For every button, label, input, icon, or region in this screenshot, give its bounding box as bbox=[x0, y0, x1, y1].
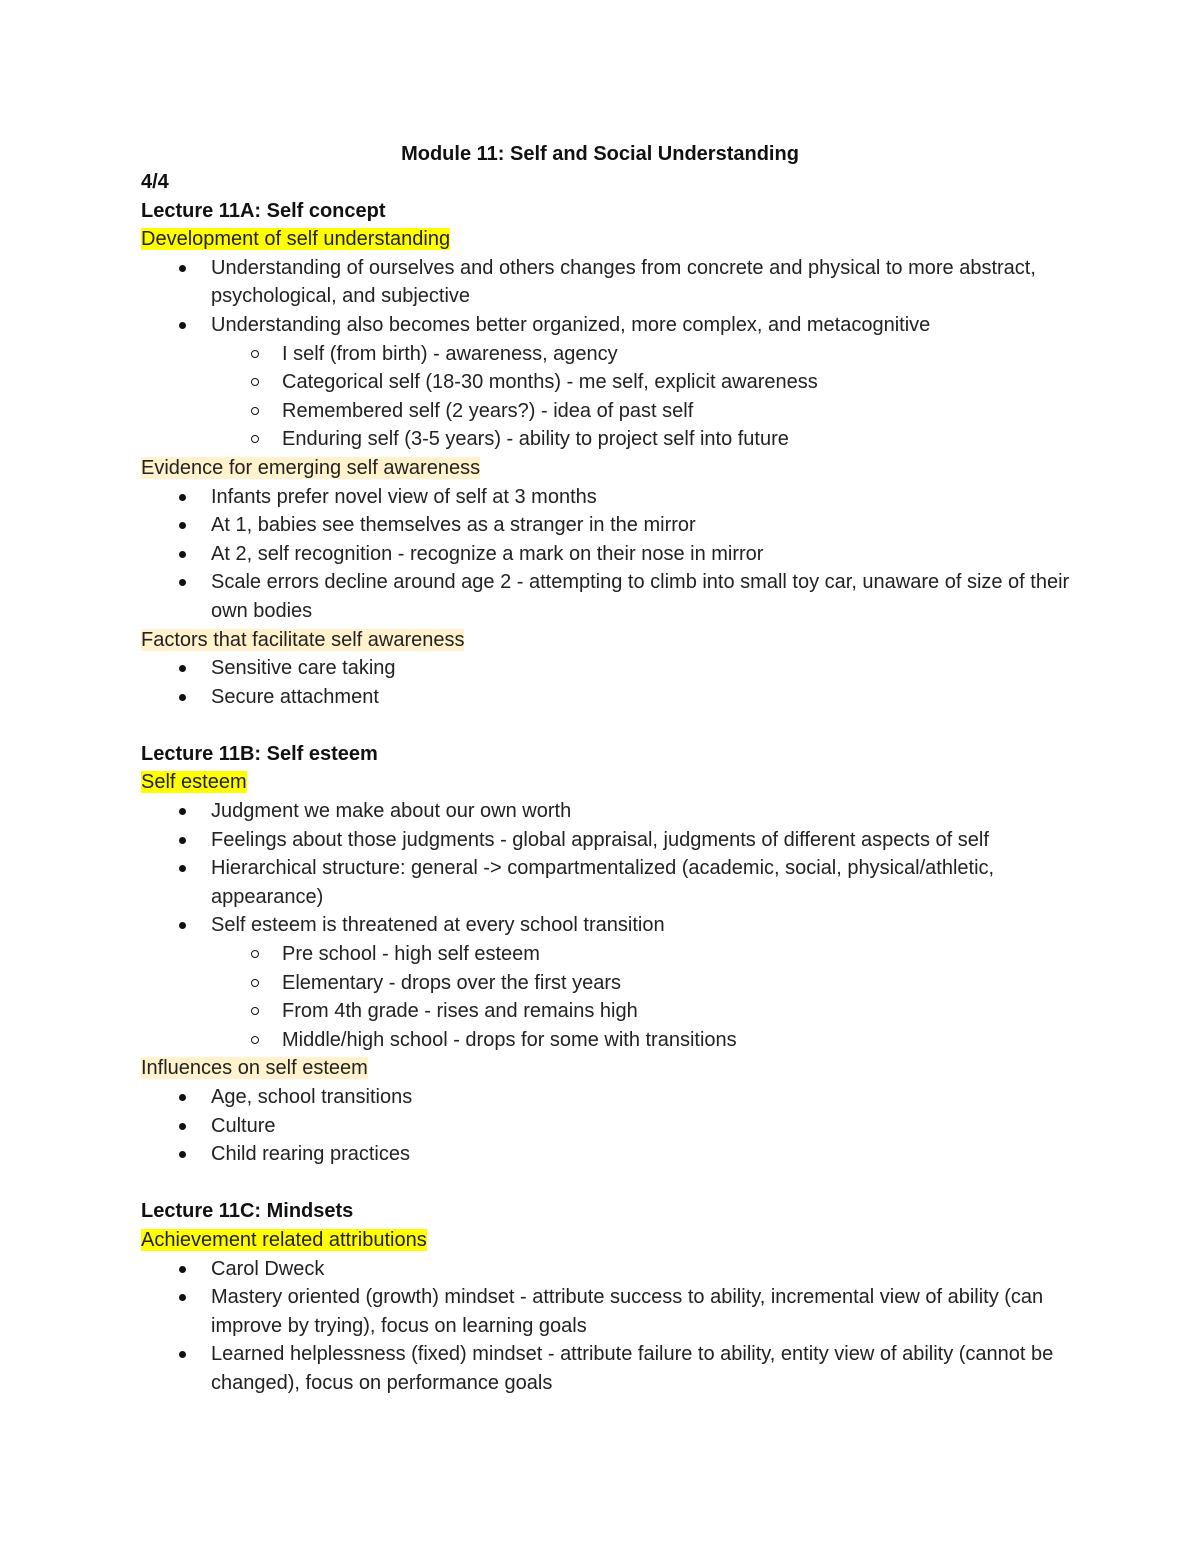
list-item bbox=[141, 1083, 1071, 1112]
bullet-list bbox=[141, 483, 1071, 626]
list-item-text: Understanding also becomes better organized, more complex, and metacognitive bbox=[211, 313, 931, 336]
lecture-heading: Lecture 11C: Mindsets bbox=[141, 1200, 354, 1223]
highlighted-heading-text: Factors that facilitate self awareness bbox=[141, 628, 465, 651]
section-spacer bbox=[141, 1169, 1071, 1198]
bullet-list bbox=[141, 1255, 1071, 1398]
highlighted-heading-text: Self esteem bbox=[141, 771, 247, 794]
filled-bullet-icon bbox=[179, 1266, 186, 1273]
list-item bbox=[141, 654, 1071, 683]
list-item bbox=[141, 568, 1071, 625]
list-item bbox=[141, 854, 1071, 911]
filled-bullet-icon bbox=[179, 1294, 186, 1301]
list-item-text: Self esteem is threatened at every school transition bbox=[211, 914, 665, 937]
sub-list-item bbox=[141, 368, 1071, 397]
list-item bbox=[141, 540, 1071, 569]
list-item bbox=[141, 483, 1071, 512]
hollow-bullet-icon bbox=[251, 950, 259, 958]
filled-bullet-icon bbox=[179, 1094, 186, 1101]
list-item-text: Child rearing practices bbox=[211, 1143, 410, 1166]
filled-bullet-icon bbox=[179, 665, 186, 672]
hollow-bullet-icon bbox=[251, 350, 259, 358]
filled-bullet-icon bbox=[179, 1151, 186, 1158]
sub-list-item-text: I self (from birth) - awareness, agency bbox=[282, 342, 618, 365]
filled-bullet-icon bbox=[179, 865, 186, 872]
filled-bullet-icon bbox=[179, 522, 186, 529]
hollow-bullet-icon bbox=[251, 979, 259, 987]
filled-bullet-icon bbox=[179, 265, 186, 272]
filled-bullet-icon bbox=[179, 551, 186, 558]
sub-list-item bbox=[141, 425, 1071, 454]
topic-heading bbox=[141, 454, 1071, 483]
filled-bullet-icon bbox=[179, 579, 186, 586]
filled-bullet-icon bbox=[179, 694, 186, 701]
topic-heading bbox=[141, 768, 1071, 797]
filled-bullet-icon bbox=[179, 837, 186, 844]
lecture-date: 4/4 bbox=[141, 171, 169, 193]
highlighted-heading-text: Development of self understanding bbox=[141, 228, 451, 251]
list-item bbox=[141, 1112, 1071, 1141]
list-item-text: Mastery oriented (growth) mindset - attribute success to ability, incremental view of ability (can improve by trying), focus on learning goals bbox=[211, 1286, 1044, 1337]
hollow-bullet-icon bbox=[251, 1036, 259, 1044]
sub-list-item-text: Pre school - high self esteem bbox=[282, 943, 540, 966]
topic-heading bbox=[141, 1054, 1071, 1083]
list-item-text: Secure attachment bbox=[211, 685, 379, 708]
list-item bbox=[141, 683, 1071, 712]
page-title: Module 11: Self and Social Understanding bbox=[401, 143, 799, 165]
sub-list-item bbox=[141, 340, 1071, 369]
bullet-list bbox=[141, 654, 1071, 711]
list-item bbox=[141, 511, 1071, 540]
list-item-text: Judgment we make about our own worth bbox=[211, 800, 572, 823]
list-item-text: Culture bbox=[211, 1114, 276, 1137]
notes-content bbox=[141, 168, 1071, 1398]
sub-list-item bbox=[141, 940, 1071, 969]
bullet-list bbox=[141, 1083, 1071, 1169]
list-item bbox=[141, 1340, 1071, 1397]
filled-bullet-icon bbox=[179, 1123, 186, 1130]
list-item-text: Hierarchical structure: general -> compartmentalized (academic, social, physical/athletic, appearance) bbox=[211, 857, 995, 908]
filled-bullet-icon bbox=[179, 808, 186, 815]
sub-list-item-text: Elementary - drops over the first years bbox=[282, 971, 622, 994]
list-item bbox=[141, 1255, 1071, 1284]
list-item-text: Learned helplessness (fixed) mindset - attribute failure to ability, entity view of ability (cannot be changed), focus on performance goals bbox=[211, 1343, 1054, 1394]
sub-list-item bbox=[141, 1026, 1071, 1055]
list-item bbox=[141, 826, 1071, 855]
hollow-bullet-icon bbox=[251, 435, 259, 443]
filled-bullet-icon bbox=[179, 1351, 186, 1358]
lecture-heading: Lecture 11B: Self esteem bbox=[141, 742, 378, 765]
hollow-bullet-icon bbox=[251, 407, 259, 415]
topic-heading bbox=[141, 1226, 1071, 1255]
hollow-bullet-icon bbox=[251, 1007, 259, 1015]
highlighted-heading-text: Achievement related attributions bbox=[141, 1228, 427, 1251]
sub-list-item-text: From 4th grade - rises and remains high bbox=[282, 1000, 638, 1023]
highlighted-heading-text: Influences on self esteem bbox=[141, 1057, 368, 1080]
list-item bbox=[141, 311, 1071, 340]
list-item-text: At 2, self recognition - recognize a mark on their nose in mirror bbox=[211, 542, 764, 565]
sub-list-item bbox=[141, 969, 1071, 998]
list-item-text: Feelings about those judgments - global appraisal, judgments of different aspects of self bbox=[211, 828, 989, 851]
section-spacer bbox=[141, 711, 1071, 740]
list-item bbox=[141, 1283, 1071, 1340]
list-item-text: At 1, babies see themselves as a stranger in the mirror bbox=[211, 514, 696, 537]
bullet-list bbox=[141, 797, 1071, 1054]
sub-list-item-text: Categorical self (18-30 months) - me self, explicit awareness bbox=[282, 371, 818, 394]
filled-bullet-icon bbox=[179, 922, 186, 929]
sub-list-item-text: Enduring self (3-5 years) - ability to project self into future bbox=[282, 428, 789, 451]
sub-list-item-text: Remembered self (2 years?) - idea of past self bbox=[282, 399, 694, 422]
list-item bbox=[141, 254, 1071, 311]
filled-bullet-icon bbox=[179, 494, 186, 501]
list-item-text: Infants prefer novel view of self at 3 months bbox=[211, 485, 597, 508]
sub-list-item bbox=[141, 397, 1071, 426]
filled-bullet-icon bbox=[179, 322, 186, 329]
hollow-bullet-icon bbox=[251, 378, 259, 386]
list-item-text: Age, school transitions bbox=[211, 1086, 413, 1108]
list-item-text: Understanding of ourselves and others changes from concrete and physical to more abstract, psychological, and subjective bbox=[211, 256, 1036, 308]
sub-bullet-list bbox=[141, 340, 1071, 454]
list-item-text: Carol Dweck bbox=[211, 1257, 325, 1280]
bullet-list bbox=[141, 254, 1071, 454]
list-item bbox=[141, 797, 1071, 826]
list-item-text: Sensitive care taking bbox=[211, 657, 396, 680]
list-item bbox=[141, 1140, 1071, 1169]
sub-bullet-list bbox=[141, 940, 1071, 1054]
sub-list-item-text: Middle/high school - drops for some with transitions bbox=[282, 1028, 737, 1051]
lecture-heading: Lecture 11A: Self concept bbox=[141, 199, 386, 222]
sub-list-item bbox=[141, 997, 1071, 1026]
list-item bbox=[141, 911, 1071, 940]
list-item-text: Scale errors decline around age 2 - attempting to climb into small toy car, unaware of size of their own bodies bbox=[211, 571, 1070, 622]
topic-heading bbox=[141, 225, 1071, 254]
highlighted-heading-text: Evidence for emerging self awareness bbox=[141, 456, 481, 479]
topic-heading bbox=[141, 626, 1071, 655]
